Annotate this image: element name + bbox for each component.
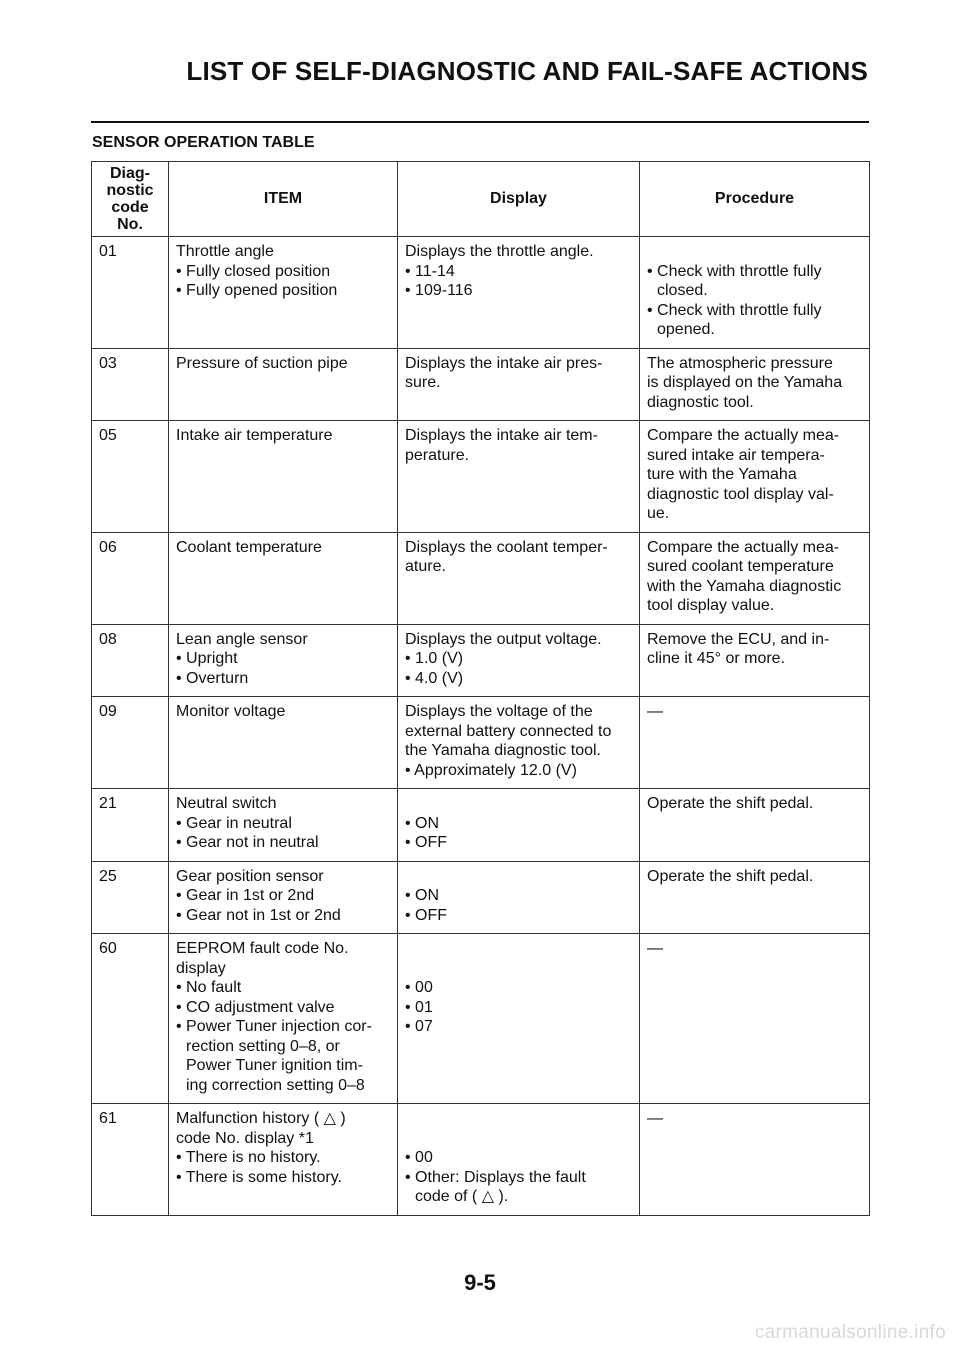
- display-line: • 01: [405, 998, 433, 1016]
- display-cell: [398, 789, 640, 862]
- item-line: Neutral switch: [176, 795, 277, 812]
- procedure-line: [647, 242, 862, 262]
- header-procedure: Procedure: [640, 162, 870, 237]
- item-line: EEPROM fault code No.: [176, 940, 349, 957]
- header-item: ITEM: [169, 162, 398, 237]
- item-line: • Upright: [176, 650, 238, 667]
- display-cell: [398, 532, 640, 624]
- header-diag-code: [92, 162, 169, 237]
- display-cell: [398, 624, 640, 697]
- procedure-cell: [640, 1104, 870, 1216]
- procedure-line: ture with the Yamaha: [647, 466, 797, 483]
- item-line: display: [176, 959, 226, 977]
- procedure-cell: [640, 532, 870, 624]
- item-line: Monitor voltage: [176, 703, 286, 720]
- item-cell: [169, 348, 398, 421]
- display-cell: [398, 237, 640, 349]
- procedure-line: tool display value.: [647, 597, 775, 614]
- procedure-cell: [640, 861, 870, 934]
- item-cell: [169, 697, 398, 789]
- display-cell: [398, 421, 640, 533]
- procedure-line: diagnostic tool display val-: [647, 485, 834, 503]
- header-display: Display: [398, 162, 640, 237]
- diag-code-cell: 61: [92, 1104, 169, 1216]
- item-line: • Overturn: [176, 669, 249, 687]
- display-line: Displays the intake air tem-: [405, 427, 598, 444]
- item-cell: [169, 532, 398, 624]
- display-line: • OFF: [405, 834, 448, 851]
- display-line: Displays the output voltage.: [405, 630, 602, 648]
- procedure-line: closed.: [657, 282, 708, 299]
- display-line: • OFF: [405, 906, 448, 924]
- item-cell: [169, 237, 398, 349]
- sensor-operation-table: [91, 161, 870, 1216]
- diag-code-cell: 21: [92, 789, 169, 862]
- header-row: [92, 162, 870, 237]
- procedure-line: • Check with throttle fully: [647, 301, 822, 319]
- item-line: • Fully closed position: [176, 262, 331, 280]
- procedure-line: sured coolant temperature: [647, 558, 834, 575]
- display-line: • Other: Displays the fault: [405, 1168, 586, 1186]
- procedure-cell: [640, 624, 870, 697]
- display-cell: [398, 348, 640, 421]
- diag-code-cell: 09: [92, 697, 169, 789]
- table-row: [92, 1104, 870, 1216]
- display-line: • 00: [405, 979, 433, 996]
- item-cell: [169, 934, 398, 1104]
- display-line: perature.: [405, 446, 470, 464]
- procedure-line: —: [647, 1110, 663, 1127]
- display-line: • 00: [405, 1149, 433, 1166]
- procedure-line: with the Yamaha diagnostic: [647, 577, 842, 595]
- display-line: [405, 959, 632, 979]
- procedure-line: Compare the actually mea-: [647, 538, 840, 556]
- display-line: code of ( △ ).: [415, 1188, 509, 1205]
- table-header: [92, 162, 870, 237]
- item-line: Power Tuner ignition tim-: [186, 1057, 363, 1074]
- item-line: • Power Tuner injection cor-: [176, 1018, 372, 1035]
- diag-code-cell: 60: [92, 934, 169, 1104]
- header-diag-code-line: code: [111, 199, 149, 216]
- item-line: • CO adjustment valve: [176, 998, 335, 1016]
- procedure-cell: [640, 348, 870, 421]
- display-cell: [398, 1104, 640, 1216]
- header-diag-code-line: Diag-: [110, 165, 150, 182]
- procedure-cell: [640, 237, 870, 349]
- item-line: Throttle angle: [176, 243, 274, 260]
- display-line: • 07: [405, 1018, 433, 1035]
- item-line: Malfunction history ( △ ): [176, 1110, 346, 1127]
- diag-code-cell: 25: [92, 861, 169, 934]
- diag-code-cell: 05: [92, 421, 169, 533]
- procedure-line: is displayed on the Yamaha: [647, 374, 843, 391]
- table-row: [92, 532, 870, 624]
- item-cell: [169, 861, 398, 934]
- header-diag-code-line: nostic: [106, 182, 154, 199]
- item-line: • Fully opened position: [176, 282, 338, 299]
- display-line: • ON: [405, 887, 440, 904]
- table-row: [92, 697, 870, 789]
- display-line: sure.: [405, 374, 441, 391]
- item-line: ing correction setting 0–8: [186, 1076, 365, 1094]
- title-rule: [91, 121, 869, 123]
- table-row: [92, 348, 870, 421]
- display-cell: [398, 861, 640, 934]
- diag-code-cell: 01: [92, 237, 169, 349]
- display-line: [405, 939, 632, 959]
- procedure-line: diagnostic tool.: [647, 393, 754, 411]
- item-line: • Gear not in 1st or 2nd: [176, 906, 341, 924]
- procedure-cell: [640, 421, 870, 533]
- display-line: Displays the coolant temper-: [405, 538, 608, 556]
- display-line: the Yamaha diagnostic tool.: [405, 742, 601, 759]
- item-line: • No fault: [176, 979, 242, 996]
- procedure-cell: [640, 934, 870, 1104]
- display-line: [405, 867, 632, 887]
- item-cell: [169, 624, 398, 697]
- procedure-line: Operate the shift pedal.: [647, 867, 814, 885]
- display-line: • 1.0 (V): [405, 650, 464, 667]
- diag-code-cell: 06: [92, 532, 169, 624]
- item-line: Coolant temperature: [176, 538, 322, 556]
- page-title: LIST OF SELF-DIAGNOSTIC AND FAIL-SAFE ACTIONS: [186, 56, 868, 86]
- table-row: [92, 624, 870, 697]
- table-row: [92, 861, 870, 934]
- table-row: [92, 421, 870, 533]
- procedure-line: ue.: [647, 505, 670, 522]
- display-cell: [398, 934, 640, 1104]
- display-line: • Approximately 12.0 (V): [405, 761, 577, 779]
- display-line: [405, 1129, 632, 1149]
- diag-code-cell: 03: [92, 348, 169, 421]
- item-line: Pressure of suction pipe: [176, 354, 348, 372]
- procedure-line: opened.: [657, 321, 715, 338]
- item-line: Lean angle sensor: [176, 630, 308, 648]
- procedure-line: sured intake air tempera-: [647, 446, 825, 464]
- procedure-cell: [640, 789, 870, 862]
- section-title: SENSOR OPERATION TABLE: [92, 134, 315, 151]
- item-line: • Gear not in neutral: [176, 834, 319, 851]
- procedure-line: • Check with throttle fully: [647, 262, 822, 280]
- display-line: ature.: [405, 558, 446, 575]
- table-row: [92, 237, 870, 349]
- item-line: Intake air temperature: [176, 427, 333, 444]
- item-cell: [169, 789, 398, 862]
- display-line: • 11-14: [405, 262, 455, 280]
- item-line: rection setting 0–8, or: [186, 1037, 340, 1055]
- procedure-line: —: [647, 940, 663, 957]
- item-line: • Gear in neutral: [176, 814, 292, 832]
- header-diag-code-line: No.: [117, 216, 143, 233]
- item-line: • Gear in 1st or 2nd: [176, 887, 315, 904]
- display-line: Displays the intake air pres-: [405, 354, 603, 372]
- procedure-line: The atmospheric pressure: [647, 354, 833, 372]
- table-row: [92, 934, 870, 1104]
- item-line: • There is some history.: [176, 1168, 342, 1186]
- display-line: • 109-116: [405, 282, 473, 299]
- display-line: external battery connected to: [405, 722, 612, 740]
- watermark: carmanualsonline.info: [754, 1322, 946, 1343]
- item-line: Gear position sensor: [176, 867, 324, 885]
- display-line: Displays the throttle angle.: [405, 243, 594, 260]
- procedure-line: Compare the actually mea-: [647, 427, 840, 444]
- item-cell: [169, 1104, 398, 1216]
- item-line: • There is no history.: [176, 1149, 321, 1166]
- display-line: [405, 1109, 632, 1129]
- display-cell: [398, 697, 640, 789]
- diag-code-cell: 08: [92, 624, 169, 697]
- page-number: 9-5: [464, 1270, 496, 1295]
- display-line: • ON: [405, 814, 440, 832]
- display-line: [405, 794, 632, 814]
- procedure-line: Remove the ECU, and in-: [647, 630, 830, 648]
- table-row: [92, 789, 870, 862]
- table-body: [92, 237, 870, 1216]
- item-line: code No. display *1: [176, 1129, 314, 1147]
- display-line: Displays the voltage of the: [405, 703, 593, 720]
- item-cell: [169, 421, 398, 533]
- procedure-line: Operate the shift pedal.: [647, 795, 814, 812]
- procedure-cell: [640, 697, 870, 789]
- procedure-line: cline it 45° or more.: [647, 650, 786, 667]
- display-line: • 4.0 (V): [405, 669, 464, 687]
- procedure-line: —: [647, 703, 663, 720]
